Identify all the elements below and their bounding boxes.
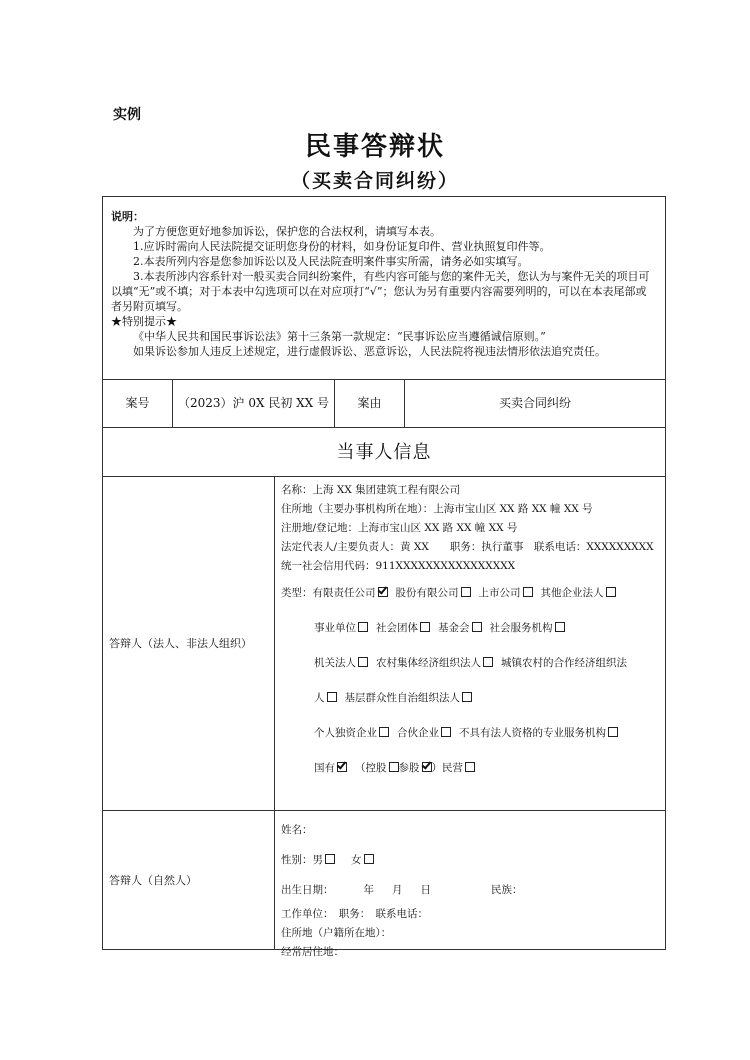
checkbox-social-service[interactable] <box>555 622 565 632</box>
legal-representative: 法定代表人/主要负责人：黄 XX 职务：执行董事 联系电话：XXXXXXXXX <box>281 541 654 553</box>
case-cause-label: 案由 <box>335 380 405 427</box>
checkbox-social-group[interactable] <box>420 622 430 632</box>
checkbox-rural-collective[interactable] <box>483 657 493 667</box>
case-number-label: 案号 <box>103 380 173 427</box>
legal-person-details <box>275 477 665 810</box>
case-number-value: （2023）沪 0X 民初 XX 号 <box>173 380 335 427</box>
person-residence: 经常居住地： <box>281 946 344 958</box>
type-option-grassroots: 基层群众性自治组织法人 <box>344 692 460 704</box>
party-info-heading: 当事人信息 <box>103 428 665 477</box>
checkbox-grassroots[interactable] <box>462 692 472 702</box>
birth-date-label: 出生日期： <box>281 884 334 896</box>
type-option-llc: 有限责任公司 <box>312 587 376 599</box>
company-address: 住所地（主要办事机构所在地）：上海市宝山区 XX 路 XX 幢 XX 号 <box>281 503 593 515</box>
type-option-social-group: 社会团体 <box>376 622 418 634</box>
case-info-row <box>103 380 665 428</box>
type-line-5 <box>281 716 659 751</box>
checkbox-sole-proprietorship[interactable] <box>379 727 389 737</box>
instructions-heading: 说明： <box>111 210 144 223</box>
defense-form <box>102 196 666 958</box>
type-option-institution: 事业单位 <box>314 622 356 634</box>
legal-person-label: 答辩人（法人、非法人组织） <box>103 477 275 810</box>
birth-month-label: 月 <box>392 884 403 896</box>
type-option-social-service: 社会服务机构 <box>489 622 553 634</box>
type-option-controlling: （控股 <box>355 762 387 774</box>
law-citation: 《中华人民共和国民事诉讼法》第十三条第一款规定：“民事诉讼应当遵循诚信原则。” <box>133 330 546 343</box>
checkbox-llc[interactable] <box>378 587 388 597</box>
person-work: 工作单位： 职务： 联系电话： <box>281 908 428 920</box>
gender-male-label: 性别：男 <box>281 854 323 866</box>
person-birth-row <box>281 875 659 905</box>
person-name: 姓名： <box>281 824 313 836</box>
checkbox-institution[interactable] <box>358 622 368 632</box>
natural-person-details <box>275 811 665 958</box>
checkbox-male[interactable] <box>325 854 335 864</box>
type-option-cooperative-cont: 人 <box>314 692 325 704</box>
checkbox-other-enterprise[interactable] <box>606 587 616 597</box>
type-option-listed: 上市公司 <box>478 587 521 599</box>
type-option-sole-proprietorship: 个人独资企业 <box>314 727 377 739</box>
legal-person-defendant-row <box>103 477 665 811</box>
checkbox-controlling[interactable] <box>389 762 399 772</box>
type-option-rural-collective: 农村集体经济组织法人 <box>376 657 481 669</box>
checkbox-partnership[interactable] <box>441 727 451 737</box>
checkbox-joint-stock[interactable] <box>461 587 471 597</box>
checkbox-minority[interactable] <box>422 762 432 772</box>
type-option-cooperative: 城镇农村的合作经济组织法 <box>501 657 627 669</box>
checkbox-female[interactable] <box>364 854 374 864</box>
ethnicity-label: 民族： <box>491 884 523 896</box>
checkbox-cooperative[interactable] <box>327 692 337 702</box>
type-option-joint-stock: 股份有限公司 <box>395 587 459 599</box>
page-label: 实例 <box>113 107 141 123</box>
person-gender <box>281 845 659 875</box>
natural-person-defendant-row <box>103 811 665 958</box>
checkbox-government[interactable] <box>358 657 368 667</box>
gender-female-label: 女 <box>351 854 362 866</box>
natural-person-label: 答辩人（自然人） <box>103 811 275 949</box>
instruction-item-1: 1.应诉时需向人民法院提交证明您身份的材料，如身份证复印件、营业执照复印件等。 <box>133 240 551 253</box>
instructions-section <box>103 197 665 380</box>
instructions-intro: 为了方便您更好地参加诉讼，保护您的合法权利，请填写本表。 <box>133 225 441 238</box>
birth-year-label: 年 <box>363 884 374 896</box>
checkbox-foundation[interactable] <box>472 622 482 632</box>
type-line-6 <box>281 751 659 786</box>
type-line-3 <box>281 646 659 681</box>
checkbox-listed[interactable] <box>523 587 533 597</box>
registered-address: 注册地/登记地：上海市宝山区 XX 路 XX 幢 XX 号 <box>281 522 518 534</box>
type-line-1 <box>281 576 659 611</box>
type-option-minority: 参股 <box>398 762 420 774</box>
type-option-private: ）民营 <box>431 762 463 774</box>
person-domicile: 住所地（户籍所在地）： <box>281 927 392 939</box>
type-line-2 <box>281 611 659 646</box>
type-option-government: 机关法人 <box>314 657 356 669</box>
checkbox-state-owned[interactable] <box>337 762 347 772</box>
type-option-state-owned: 国有 <box>314 762 335 774</box>
instruction-item-2: 2.本表所列内容是您参加诉讼以及人民法院查明案件事实所需，请务必如实填写。 <box>133 255 529 268</box>
type-option-other-enterprise: 其他企业法人 <box>540 587 604 599</box>
checkbox-private[interactable] <box>465 762 475 772</box>
birth-day-label: 日 <box>420 884 431 896</box>
type-option-professional-service: 不具有法人资格的专业服务机构 <box>459 727 606 739</box>
checkbox-professional-service[interactable] <box>608 727 618 737</box>
type-option-foundation: 基金会 <box>438 622 470 634</box>
instruction-item-3: 3.本表所涉内容系针对一般买卖合同纠纷案件，有些内容可能与您的案件无关，您认为与案件无关的项目可以填“无”或不填；对于本表中勾选项可以在对应项打“√”；您认为另有重要内容需要列明的，可以在本表尾部或者另附页填写。 <box>111 270 650 313</box>
credit-code: 统一社会信用代码：911XXXXXXXXXXXXXXXX <box>281 560 516 572</box>
document-title: 民事答辩状 <box>304 132 445 162</box>
document-subtitle: （买卖合同纠纷） <box>290 170 459 192</box>
type-prefix: 类型： <box>281 587 313 599</box>
type-line-4 <box>281 681 659 716</box>
warning-text: 如果诉讼参加人违反上述规定，进行虚假诉讼、恶意诉讼，人民法院将视违法情形依法追究责任。 <box>133 345 606 358</box>
company-name: 名称：上海 XX 集团建筑工程有限公司 <box>281 484 461 496</box>
special-notice-heading: ★特别提示★ <box>111 315 177 328</box>
case-cause-value: 买卖合同纠纷 <box>498 396 571 410</box>
type-option-partnership: 合伙企业 <box>397 727 439 739</box>
